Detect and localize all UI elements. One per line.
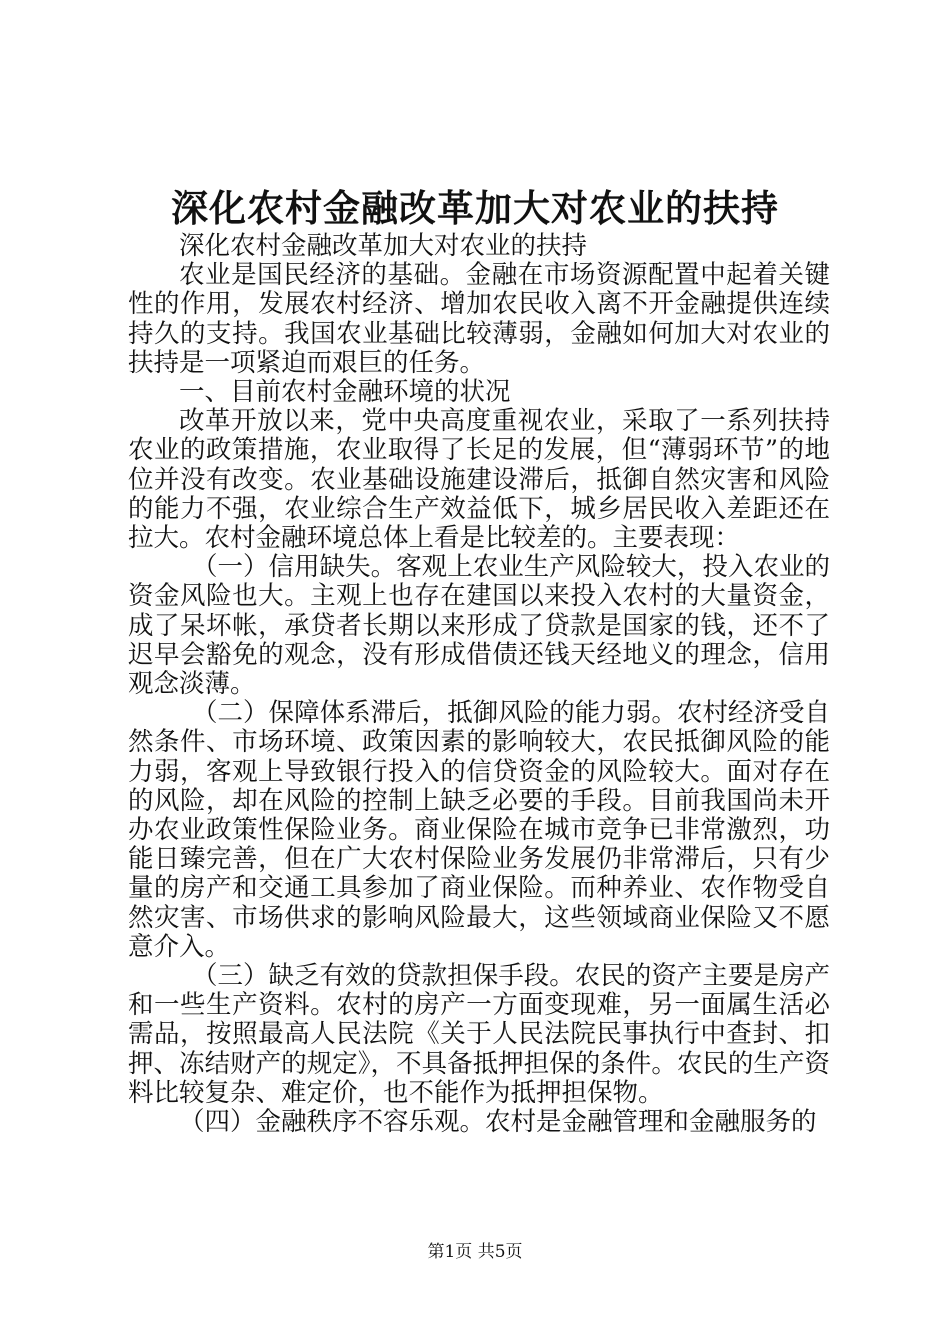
body-paragraph: 改革开放以来，党中央高度重视农业，采取了一系列扶持农业的政策措施，农业取得了长足的发展，但“薄弱环节”的地位并没有改变。农业基础设施建设滞后，抵御自然灾害和风险的能力不强，农业综合生产效益低下，城乡居民收入差距还在拉大。农村金融环境总体上看是比较差的。主要表现： — [128, 406, 830, 554]
body-paragraph: （二）保障体系滞后，抵御风险的能力弱。农村经济受自然条件、市场环境、政策因素的影响较大，农民抵御风险的能力弱，客观上导致银行投入的信贷资金的风险较大。面对存在的风险，却在风险的控制上缺乏必要的手段。目前我国尚未开办农业政策性保险业务。商业保险在城市竞争已非常激烈，功能日臻完善，但在广大农村保险业务发展仍非常滞后，只有少量的房产和交通工具参加了商业保险。而种养业、农作物受自然灾害、市场供求的影响风险最大，这些领域商业保险又不愿意介入。 — [128, 698, 830, 962]
document-body — [128, 232, 830, 1137]
body-paragraph: （四）金融秩序不容乐观。农村是金融管理和金融服务的 — [179, 1107, 817, 1138]
subtitle-paragraph: 深化农村金融改革加大对农业的扶持 — [179, 231, 588, 261]
page-number: 第1页 共5页 — [427, 1242, 523, 1262]
section-heading: 一、目前农村金融环境的状况 — [179, 377, 511, 408]
document-title: 深化农村金融改革加大对农业的扶持 — [171, 186, 779, 230]
body-paragraph: （一）信用缺失。客观上农业生产风险较大，投入农业的资金风险也大。主观上也存在建国以来投入农村的大量资金，成了呆坏帐，承贷者长期以来形成了贷款是国家的钱，还不了迟早会豁免的观念，没有形成借债还钱天经地义的理念，信用观念淡薄。 — [128, 552, 830, 700]
body-paragraph: （三）缺乏有效的贷款担保手段。农民的资产主要是房产和一些生产资料。农村的房产一方面变现难，另一面属生活必需品，按照最高人民法院《关于人民法院民事执行中查封、扣押、冻结财产的规定》，不具备抵押担保的条件。农民的生产资料比较复杂、难定价，也不能作为抵押担保物。 — [128, 961, 830, 1108]
body-paragraph: 农业是国民经济的基础。金融在市场资源配置中起着关键性的作用，发展农村经济、增加农民收入离不开金融提供连续持久的支持。我国农业基础比较薄弱，金融如何加大对农业的扶持是一项紧迫而艰巨的任务。 — [128, 260, 830, 378]
